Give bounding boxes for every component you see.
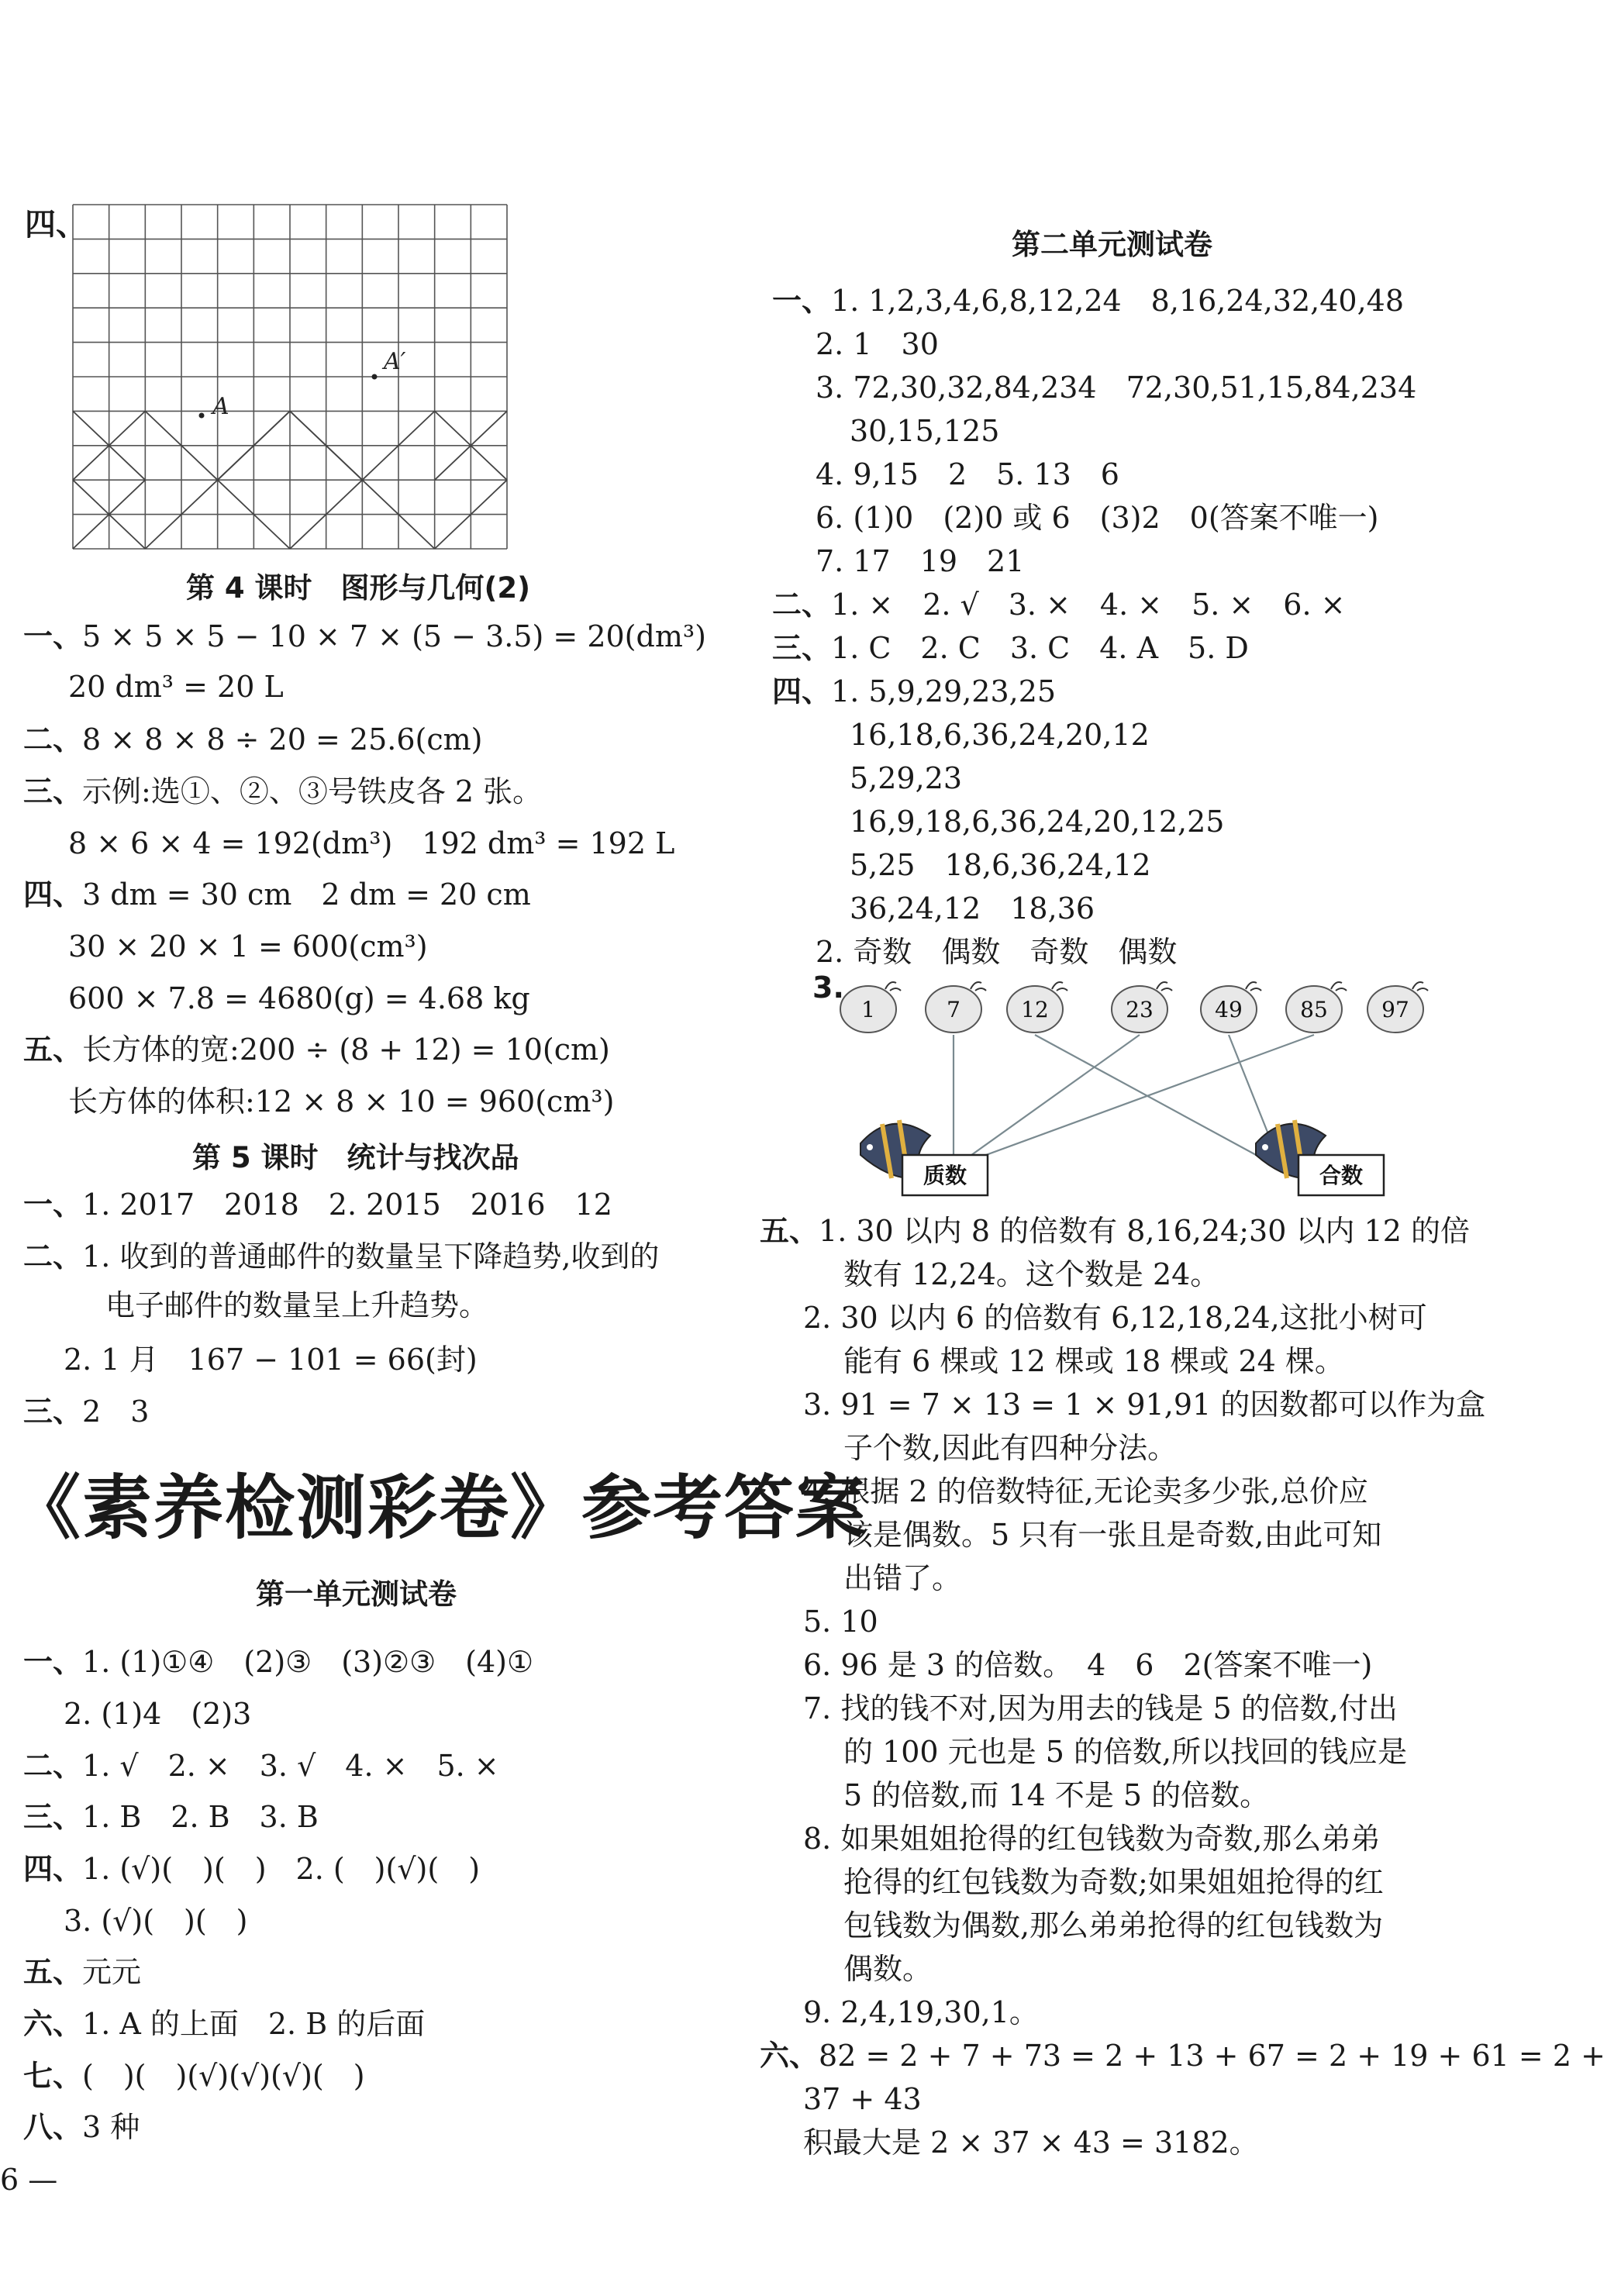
unit2-line: 5 的倍数,而 14 不是 5 的倍数。 (843, 1778, 1270, 1812)
bug-antenna-icon (1331, 982, 1347, 991)
bug-antenna-icon (1052, 982, 1067, 991)
bubble-label: 7 (947, 997, 960, 1022)
composite-box-label: 合数 (1319, 1163, 1364, 1188)
unit2-line: 36,24,12 18,36 (850, 891, 1095, 926)
unit1-line: 3. (√)( )( ) (64, 1904, 248, 1938)
bug-antenna-icon (1246, 982, 1261, 991)
unit2-line: 9. 2,4,19,30,1。 (803, 1995, 1039, 2029)
unit2-line: 37 + 43 (803, 2082, 922, 2116)
lesson4-line: 长方体的体积:12 × 8 × 10 = 960(cm³) (68, 1084, 615, 1119)
unit2-line: 四、1. 5,9,29,23,25 (772, 674, 1057, 708)
main-title: 《素养检测彩卷》参考答案 (11, 1467, 867, 1549)
bubble-label: 97 (1381, 997, 1409, 1022)
number-bubble (1367, 982, 1428, 1033)
point-a-prime-dot (372, 374, 378, 380)
unit2-line: 抢得的红包钱数为奇数;如果姐姐抢得的红 (843, 1865, 1384, 1899)
unit2-line: 能有 6 棵或 12 棵或 18 棵或 24 棵。 (843, 1344, 1344, 1378)
unit2-line: 二、1. × 2. √ 3. × 4. × 5. × 6. × (772, 588, 1346, 622)
lesson5-line: 二、1. 收到的普通邮件的数量呈下降趋势,收到的 (23, 1239, 660, 1274)
unit1-line: 二、1. √ 2. × 3. √ 4. × 5. × (23, 1749, 499, 1783)
point-a-dot (199, 413, 205, 419)
unit1-line: 六、1. A 的上面 2. B 的后面 (23, 2007, 426, 2041)
lesson4-line: 三、示例:选①、②、③号铁皮各 2 张。 (23, 774, 543, 808)
unit2-line: 30,15,125 (850, 414, 1000, 448)
bug-antenna-icon (885, 982, 901, 991)
unit1-line: 四、1. (√)( )( ) 2. ( )(√)( ) (23, 1852, 481, 1886)
lesson4-line: 二、8 × 8 × 8 ÷ 20 = 25.6(cm) (23, 722, 483, 757)
lesson4-line: 一、5 × 5 × 5 − 10 × 7 × (5 − 3.5) = 20(dm³) (23, 619, 706, 653)
lesson5-line: 2. 1 月 167 − 101 = 66(封) (64, 1343, 478, 1377)
unit2-line: 2. 30 以内 6 的倍数有 6,12,18,24,这批小树可 (803, 1301, 1427, 1335)
number-bubble (1007, 982, 1067, 1033)
unit2-line: 7. 17 19 21 (816, 544, 1025, 578)
lesson5-line: 一、1. 2017 2018 2. 2015 2016 12 (23, 1188, 612, 1222)
unit2-line: 一、1. 1,2,3,4,6,8,12,24 8,16,24,32,40,48 (772, 284, 1405, 318)
point-a-prime-label: A′ (384, 348, 406, 375)
unit2-heading: 第二单元测试卷 (1012, 228, 1212, 261)
bubble-label: 49 (1215, 997, 1243, 1022)
grid-shape-line (218, 446, 254, 480)
unit2-line: 偶数。 (843, 1952, 933, 1986)
number-bubble (1201, 982, 1261, 1033)
unit2-line: 16,18,6,36,24,20,12 (850, 718, 1150, 752)
unit2-line: 该是偶数。5 只有一张且是奇数,由此可知 (843, 1518, 1382, 1552)
unit2-line: 7. 找的钱不对,因为用去的钱是 5 的倍数,付出 (803, 1691, 1398, 1725)
unit2-line: 5. 10 (803, 1605, 878, 1639)
lesson4-line: 8 × 6 × 4 = 192(dm³) 192 dm³ = 192 L (68, 826, 675, 860)
unit2-line: 4. 根据 2 的倍数特征,无论卖多少张,总价应 (803, 1474, 1368, 1508)
lesson4-line: 600 × 7.8 = 4680(g) = 4.68 kg (68, 981, 530, 1015)
bug-antenna-icon (1412, 982, 1428, 991)
unit2-line: 数有 12,24。这个数是 24。 (843, 1257, 1220, 1291)
unit1-line: 2. (1)4 (2)3 (64, 1697, 252, 1731)
unit1-line: 一、1. (1)①④ (2)③ (3)②③ (4)① (23, 1645, 534, 1679)
unit2-line: 包钱数为偶数,那么弟弟抢得的红包钱数为 (843, 1908, 1384, 1943)
bubble-label: 12 (1021, 997, 1049, 1022)
unit1-line: 五、元元 (23, 1955, 142, 1989)
unit2-line: 的 100 元也是 5 的倍数,所以找回的钱应是 (843, 1735, 1408, 1769)
grid-shape-line (290, 411, 326, 445)
unit2-line: 5,25 18,6,36,24,12 (850, 848, 1151, 882)
unit2-line: 2. 奇数 偶数 奇数 偶数 (816, 935, 1178, 969)
bubble-label: 1 (861, 997, 875, 1022)
grid-shape-line (253, 411, 290, 445)
unit2-line: 积最大是 2 × 37 × 43 = 3182。 (803, 2125, 1259, 2160)
number-bubble (1112, 982, 1172, 1033)
lesson4-line: 五、长方体的宽:200 ÷ (8 + 12) = 10(cm) (23, 1033, 610, 1067)
lesson4-heading: 第 4 课时 图形与几何(2) (186, 571, 531, 605)
bubble-label: 23 (1126, 997, 1154, 1022)
unit2-line: 三、1. C 2. C 3. C 4. A 5. D (772, 631, 1249, 665)
grid-shape-line (326, 446, 363, 480)
unit2-line: 6. 96 是 3 的倍数。 4 6 2(答案不唯一) (803, 1648, 1373, 1682)
grid-section-label: 四、 (25, 207, 87, 243)
lesson5-line: 三、2 3 (23, 1394, 150, 1429)
q3-label: 3. (812, 970, 844, 1005)
unit2-line: 3. 91 = 7 × 13 = 1 × 91,91 的因数都可以作为盒 (803, 1388, 1486, 1422)
lesson4-line: 20 dm³ = 20 L (68, 670, 284, 704)
unit1-line: 三、1. B 2. B 3. B (23, 1800, 319, 1834)
lesson4-line: 30 × 20 × 1 = 600(cm³) (68, 929, 428, 964)
lesson4-line: 四、3 dm = 30 cm 2 dm = 20 cm (23, 877, 531, 912)
matching-diagram (837, 961, 1457, 1209)
unit2-line: 5,29,23 (850, 761, 963, 795)
lesson5-heading: 第 5 课时 统计与找次品 (192, 1141, 519, 1174)
unit1-heading: 第一单元测试卷 (256, 1577, 457, 1611)
unit2-line: 6. (1)0 (2)0 或 6 (3)2 0(答案不唯一) (816, 501, 1379, 535)
unit2-line: 2. 1 30 (816, 327, 939, 361)
unit2-line: 五、1. 30 以内 8 的倍数有 8,16,24;30 以内 12 的倍 (760, 1214, 1470, 1248)
number-bubble (1286, 982, 1347, 1033)
unit2-line: 4. 9,15 2 5. 13 6 (816, 457, 1119, 491)
grid-figure (71, 203, 509, 550)
unit1-line: 七、( )( )(√)(√)(√)( ) (23, 2059, 365, 2093)
bubble-label: 85 (1300, 997, 1328, 1022)
number-bubble (926, 982, 986, 1033)
prime-box-label: 质数 (923, 1163, 967, 1188)
unit2-line: 16,9,18,6,36,24,20,12,25 (850, 805, 1225, 839)
unit1-line: 八、3 种 (23, 2110, 140, 2144)
unit2-line: 子个数,因此有四种分法。 (843, 1431, 1178, 1465)
unit2-line: 六、82 = 2 + 7 + 73 = 2 + 13 + 67 = 2 + 19 + 61 = 2 + (760, 2039, 1605, 2073)
point-a-label: A (212, 393, 229, 420)
number-bubble (840, 982, 901, 1033)
bug-antenna-icon (1157, 982, 1172, 991)
unit2-line: 8. 如果姐姐抢得的红包钱数为奇数,那么弟弟 (803, 1822, 1381, 1856)
unit2-line: 出错了。 (843, 1561, 962, 1595)
unit2-line: 3. 72,30,32,84,234 72,30,51,15,84,234 (816, 371, 1417, 405)
page-number: 6 — (0, 2163, 58, 2197)
bug-antenna-icon (971, 982, 986, 991)
lesson5-line: 电子邮件的数量呈上升趋势。 (105, 1288, 489, 1322)
